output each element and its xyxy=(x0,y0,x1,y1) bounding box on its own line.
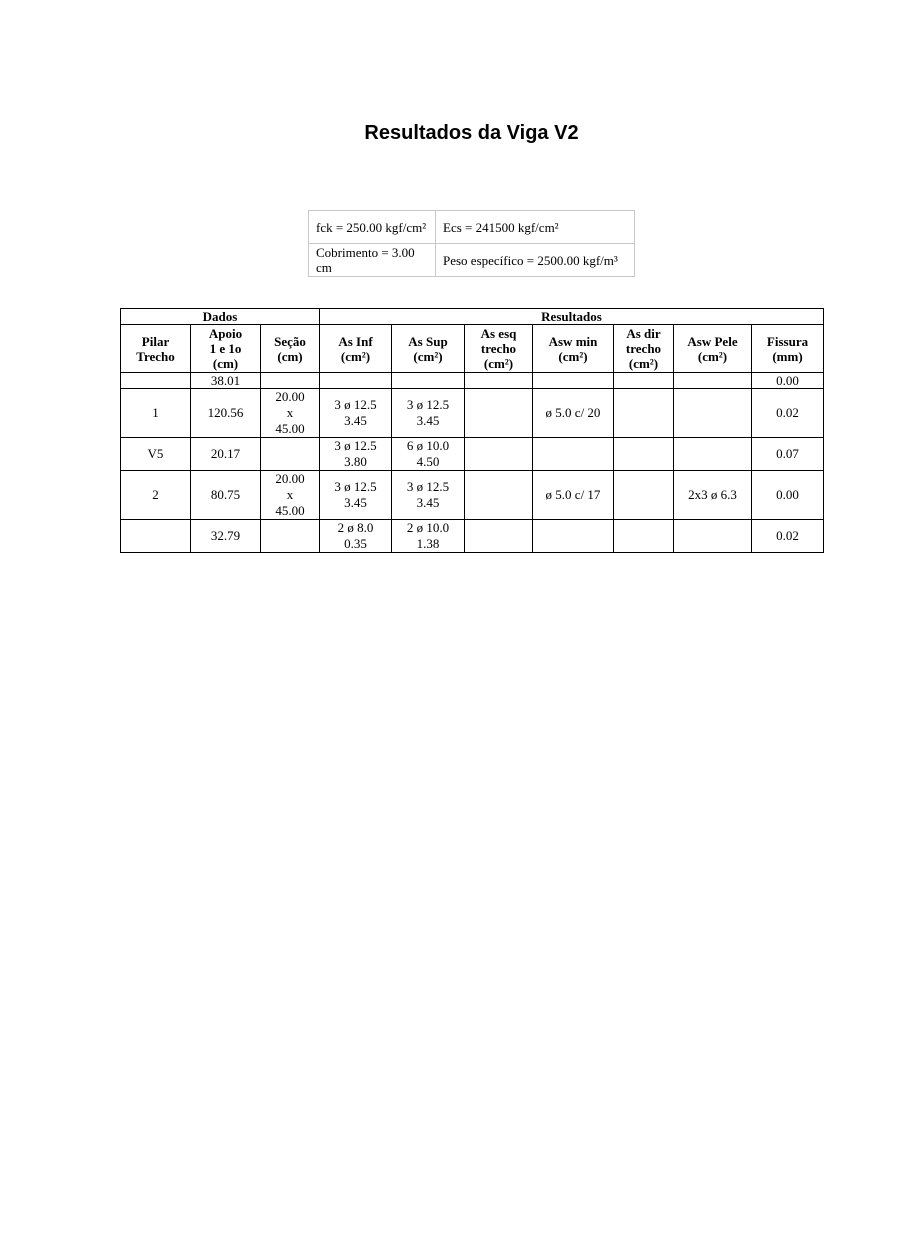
cell-as-sup: 2 ø 10.0 1.38 xyxy=(392,520,465,553)
cell-asw-min xyxy=(533,520,614,553)
cell-pilar-trecho: 1 xyxy=(121,389,191,438)
column-header-row xyxy=(121,325,824,373)
header-as-dir-trecho: As dir trecho (cm²) xyxy=(614,325,674,373)
cell-asw-min: ø 5.0 c/ 17 xyxy=(533,471,614,520)
fck-cell: fck = 250.00 kgf/cm² xyxy=(309,211,436,244)
cell-as-esq xyxy=(465,438,533,471)
cell-asw-min: ø 5.0 c/ 20 xyxy=(533,389,614,438)
table-row xyxy=(121,471,824,520)
header-asw-pele: Asw Pele (cm²) xyxy=(674,325,752,373)
peso-especifico-cell: Peso específico = 2500.00 kgf/m³ xyxy=(436,244,635,277)
cell-pilar-trecho: V5 xyxy=(121,438,191,471)
cell-secao: 20.00 x 45.00 xyxy=(261,389,320,438)
group-dados-header: Dados xyxy=(121,309,320,325)
cell-secao xyxy=(261,373,320,389)
cell-asw-pele xyxy=(674,438,752,471)
cell-asw-min xyxy=(533,438,614,471)
cell-pilar-trecho: 2 xyxy=(121,471,191,520)
cell-as-dir xyxy=(614,438,674,471)
cell-as-sup: 3 ø 12.5 3.45 xyxy=(392,471,465,520)
cell-as-sup: 6 ø 10.0 4.50 xyxy=(392,438,465,471)
cell-as-sup: 3 ø 12.5 3.45 xyxy=(392,389,465,438)
cell-as-esq xyxy=(465,520,533,553)
cell-asw-pele: 2x3 ø 6.3 xyxy=(674,471,752,520)
cell-as-inf: 2 ø 8.0 0.35 xyxy=(320,520,392,553)
parameters-table xyxy=(308,210,635,277)
cell-as-esq xyxy=(465,373,533,389)
cell-as-dir xyxy=(614,389,674,438)
header-as-sup: As Sup (cm²) xyxy=(392,325,465,373)
cobrimento-cell: Cobrimento = 3.00 cm xyxy=(309,244,436,277)
ecs-cell: Ecs = 241500 kgf/cm² xyxy=(436,211,635,244)
header-as-esq-trecho: As esq trecho (cm²) xyxy=(465,325,533,373)
cell-as-inf: 3 ø 12.5 3.80 xyxy=(320,438,392,471)
cell-apoio: 80.75 xyxy=(191,471,261,520)
results-table xyxy=(120,308,824,553)
group-resultados-header: Resultados xyxy=(320,309,824,325)
parameters-row xyxy=(309,244,635,277)
header-secao: Seção (cm) xyxy=(261,325,320,373)
cell-apoio: 38.01 xyxy=(191,373,261,389)
cell-apoio: 20.17 xyxy=(191,438,261,471)
cell-as-esq xyxy=(465,389,533,438)
table-row xyxy=(121,373,824,389)
parameters-row xyxy=(309,211,635,244)
cell-fissura: 0.00 xyxy=(752,373,824,389)
cell-apoio: 120.56 xyxy=(191,389,261,438)
header-apoio: Apoio 1 e 1o (cm) xyxy=(191,325,261,373)
cell-asw-pele xyxy=(674,373,752,389)
cell-as-dir xyxy=(614,471,674,520)
cell-as-inf: 3 ø 12.5 3.45 xyxy=(320,471,392,520)
cell-asw-pele xyxy=(674,520,752,553)
cell-secao xyxy=(261,520,320,553)
table-row xyxy=(121,389,824,438)
header-fissura: Fissura (mm) xyxy=(752,325,824,373)
page-title: Resultados da Viga V2 xyxy=(364,122,579,144)
cell-apoio: 32.79 xyxy=(191,520,261,553)
cell-as-esq xyxy=(465,471,533,520)
table-row xyxy=(121,520,824,553)
group-header-row xyxy=(121,309,824,325)
cell-secao xyxy=(261,438,320,471)
cell-as-inf xyxy=(320,373,392,389)
cell-asw-pele xyxy=(674,389,752,438)
table-row xyxy=(121,438,824,471)
cell-pilar-trecho xyxy=(121,373,191,389)
cell-fissura: 0.00 xyxy=(752,471,824,520)
header-as-inf: As Inf (cm²) xyxy=(320,325,392,373)
cell-pilar-trecho xyxy=(121,520,191,553)
cell-fissura: 0.02 xyxy=(752,389,824,438)
cell-asw-min xyxy=(533,373,614,389)
cell-as-inf: 3 ø 12.5 3.45 xyxy=(320,389,392,438)
cell-fissura: 0.07 xyxy=(752,438,824,471)
cell-as-dir xyxy=(614,520,674,553)
cell-as-dir xyxy=(614,373,674,389)
cell-as-sup xyxy=(392,373,465,389)
header-pilar-trecho: Pilar Trecho xyxy=(121,325,191,373)
header-asw-min: Asw min (cm²) xyxy=(533,325,614,373)
cell-secao: 20.00 x 45.00 xyxy=(261,471,320,520)
cell-fissura: 0.02 xyxy=(752,520,824,553)
